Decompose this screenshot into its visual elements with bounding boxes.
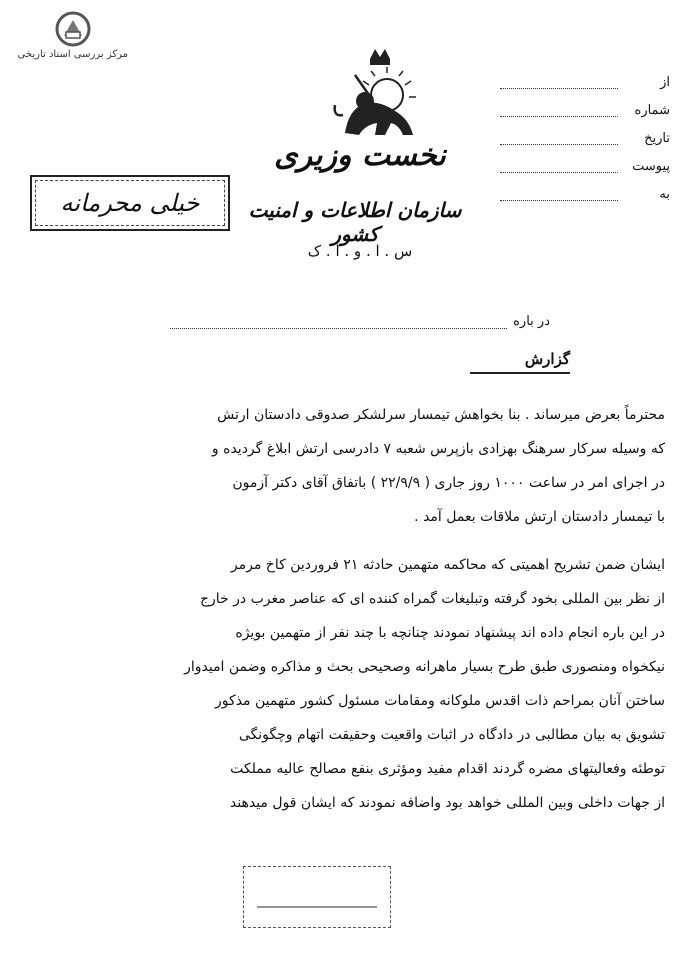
body-line: تشویق به بیان مطالبی در دادگاه در اثبات واقعیت وحقیقت اتهام وچگونگی [238, 727, 665, 743]
report-body [40, 398, 665, 820]
organization-name: سازمان اطلاعات و امنیت کشور [248, 198, 462, 246]
field-label: به [659, 186, 670, 202]
classification-stamp-text: خیلی محرمانه [35, 180, 225, 226]
field-attachment [500, 152, 670, 180]
body-line: از جهات داخلی وبین المللی خواهد بود واضافه نمودند که ایشان قول میدهند [229, 795, 665, 811]
archive-logo-icon [52, 10, 94, 48]
field-from [500, 68, 670, 96]
archive-watermark [18, 10, 128, 60]
field-line [500, 160, 618, 173]
body-line: توطئه وفعالیتهای مضره گردند اقدام مفید ومؤثری بنفع مصالح عالیه مملکت [230, 761, 665, 777]
body-line: از نظر بین المللی بخود گرفته وتبلیغات گمراه کننده ای که عناصر مغرب در خارج [199, 591, 665, 607]
ministry-title: نخست وزیری [274, 138, 446, 173]
header-fields [500, 68, 670, 208]
field-line [500, 104, 618, 117]
field-number [500, 96, 670, 124]
field-line [500, 76, 618, 89]
field-label: شماره [634, 102, 670, 118]
body-line: با تیمسار دادستان ارتش ملاقات بعمل آمد . [414, 509, 665, 525]
bottom-stamp-mark [257, 886, 377, 908]
report-title: گزارش [470, 350, 570, 374]
body-line: در اجرای امر در ساعت ۱۰۰۰ روز جاری ( ۲۲/۹/۹ ) باتفاق آقای دکتر آزمون [232, 475, 665, 491]
body-line: ایشان ضمن تشریح اهمیتی که محاکمه متهمین حادثه ۲۱ فروردین کاخ مرمر [230, 557, 665, 573]
body-line: نیکخواه ومنصوری طبق طرح بسیار ماهرانه وصحیحی بحث و مذاکره وضمن امیدوار [184, 659, 665, 675]
organization-code: س . ا . و . ا . ک [307, 242, 413, 260]
field-date [500, 124, 670, 152]
field-line [500, 188, 618, 201]
subject-line [170, 318, 507, 329]
field-label: از [660, 74, 670, 90]
body-line: ساختن آنان بمراحم ذات اقدس ملوکانه ومقامات مسئول کشور متهمین مذکور [215, 693, 665, 709]
bottom-stamp [243, 866, 391, 928]
paragraph-gap [40, 534, 665, 548]
classification-stamp [30, 175, 230, 231]
subject-label: در باره [513, 314, 550, 329]
watermark-text: مرکز بررسی اسناد تاریخی [17, 49, 128, 60]
body-line: محترماً بعرض میرساند . بنا بخواهش تیمسار سرلشکر صدوقی دادستان ارتش [217, 407, 665, 423]
field-label: پیوست [632, 158, 670, 174]
lion-and-sun-emblem-icon [325, 45, 435, 150]
body-line: که وسیله سرکار سرهنگ بهزادی بازپرس شعبه ۷ دادرسی ارتش ابلاغ گردیده و [211, 441, 665, 457]
field-label: تاریخ [644, 130, 670, 146]
field-to [500, 180, 670, 208]
body-line: در این باره انجام داده اند پیشنهاد نمودند چنانچه با چند نفر از متهمین بویژه [235, 625, 665, 641]
field-line [500, 132, 618, 145]
subject-field [170, 314, 550, 329]
